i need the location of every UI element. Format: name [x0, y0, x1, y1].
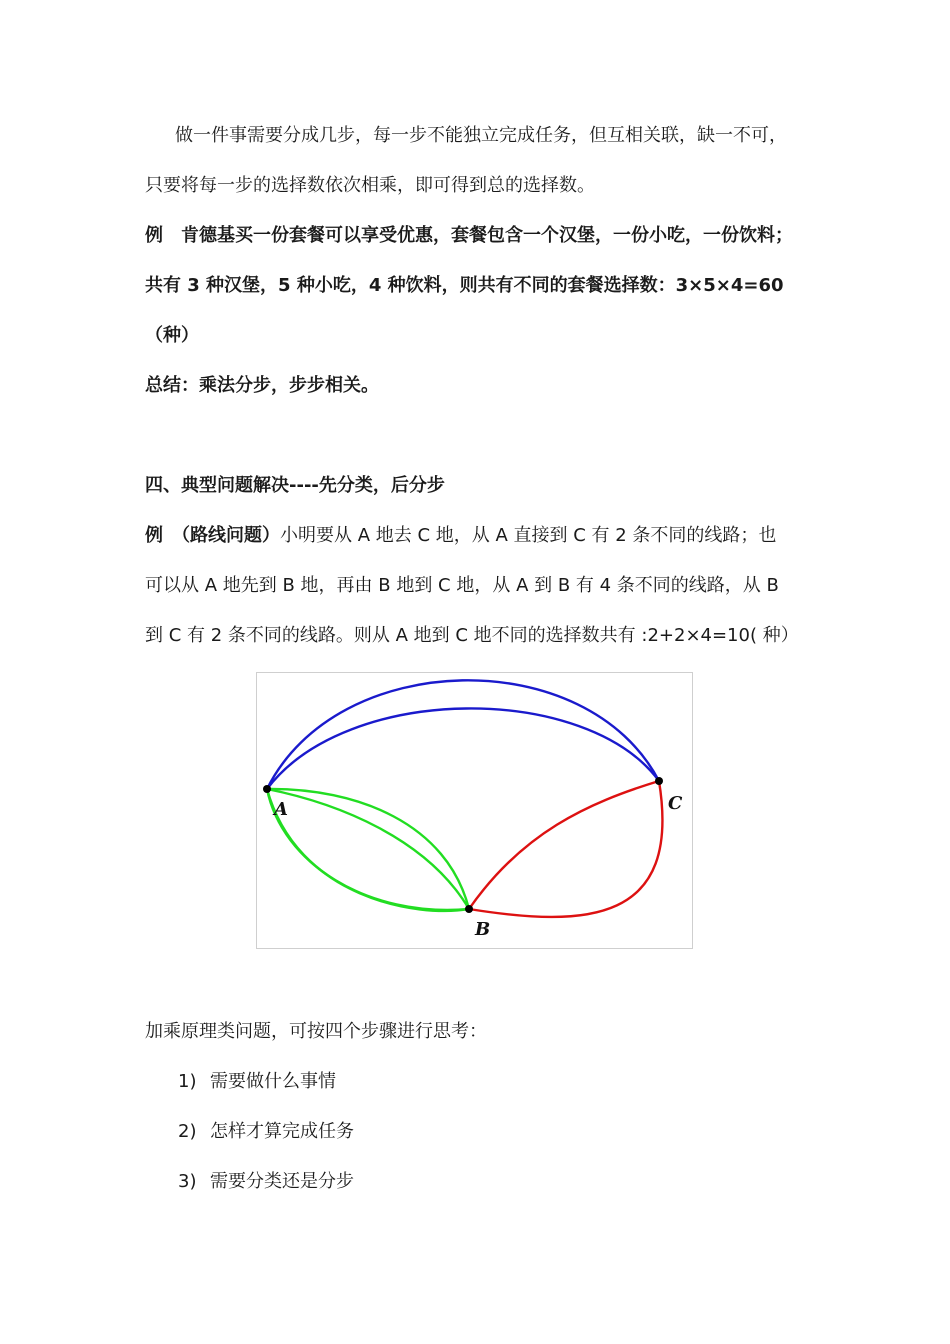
point-c: [655, 777, 663, 785]
paragraph-1-line-2: 只要将每一步的选择数依次相乘，即可得到总的选择数。: [145, 175, 595, 196]
route-diagram: [256, 672, 693, 949]
step-number: 2): [178, 1121, 197, 1142]
steps-intro: 加乘原理类问题，可按四个步骤进行思考：: [145, 1021, 487, 1042]
route-diagram-svg: [257, 673, 694, 950]
step-item-2: [178, 1120, 354, 1144]
step-item-1: [178, 1070, 336, 1094]
route-a-c-2: [267, 708, 659, 789]
label-c: C: [668, 793, 683, 814]
example-1-line-1: 例 肯德基买一份套餐可以享受优惠，套餐包含一个汉堡，一份小吃，一份饮料；: [145, 225, 793, 246]
paragraph-1-line-1: 做一件事需要分成几步，每一步不能独立完成任务，但互相关联，缺一不可，: [175, 125, 787, 146]
step-text: 需要分类还是分步: [210, 1171, 354, 1192]
label-b: B: [475, 919, 491, 940]
example-1-line-3: （种）: [145, 325, 199, 346]
step-number: 3): [178, 1171, 197, 1192]
route-b-c-2: [469, 781, 662, 917]
section-4-heading: 四、典型问题解决----先分类，后分步: [145, 475, 445, 496]
point-a: [263, 785, 271, 793]
example-1-line-2: 共有 3 种汉堡，5 种小吃，4 种饮料，则共有不同的套餐选择数：3×5×4=60: [145, 275, 784, 296]
example-2-line-2: 可以从 A 地先到 B 地，再由 B 地到 C 地，从 A 到 B 有 4 条不同的线路，从 B: [145, 575, 779, 596]
example-2-line-1: [145, 524, 776, 548]
example-2-prefix: 例 （路线问题）: [145, 525, 280, 546]
step-text: 需要做什么事情: [210, 1071, 336, 1092]
label-a: A: [274, 799, 288, 820]
example-2-line-3: 到 C 有 2 条不同的线路。则从 A 地到 C 地不同的选择数共有 :2+2×4=10( 种）: [145, 625, 799, 646]
step-item-3: [178, 1170, 354, 1194]
point-b: [465, 905, 473, 913]
step-number: 1): [178, 1071, 197, 1092]
route-b-c-1: [469, 781, 659, 909]
example-2-line-1-text: 小明要从 A 地去 C 地，从 A 直接到 C 有 2 条不同的线路；也: [280, 525, 777, 546]
summary-text: 总结：乘法分步，步步相关。: [145, 375, 379, 396]
step-text: 怎样才算完成任务: [210, 1121, 354, 1142]
